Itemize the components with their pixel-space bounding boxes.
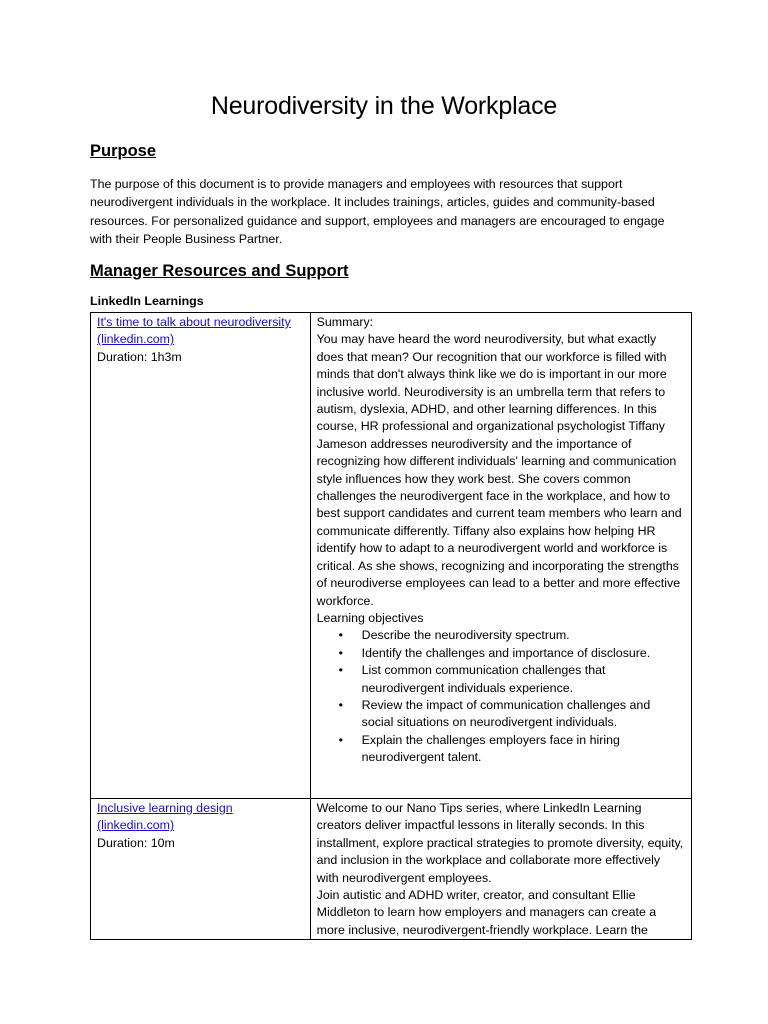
page-title: Neurodiversity in the Workplace xyxy=(210,92,558,120)
objectives-label: Learning objectives xyxy=(316,610,424,625)
course-duration: Duration: 1h3m xyxy=(97,349,182,364)
summary-label: Summary: xyxy=(316,315,374,329)
purpose-heading: Purpose xyxy=(90,142,157,160)
list-item: • Describe the neurodiversity spectrum. xyxy=(362,627,685,644)
course-info-cell xyxy=(91,313,311,799)
course-duration: Duration: 10m xyxy=(97,835,175,850)
purpose-paragraph: The purpose of this document is to provide managers and employees with resources that support neurodivergent individuals in the workplace. It includes trainings, articles, guides and community-based resources. For personalized guidance and support, employees and managers are encouraged to engage with their People Business Partner. xyxy=(90,177,665,246)
linkedin-learnings-heading: LinkedIn Learnings xyxy=(90,294,204,308)
course-link-inclusive-learning[interactable]: Inclusive learning design (linkedin.com) xyxy=(97,801,233,833)
manager-resources-heading: Manager Resources and Support xyxy=(90,262,349,280)
table-row xyxy=(91,313,692,799)
objectives-list xyxy=(317,627,685,766)
course-summary: You may have heard the word neurodiversity, but what exactly does that mean? Our recognition that our workforce is filled with minds that don't always think like we do is important in our more inclusive world. Neurodiversity is an umbrella term that refers to autism, dyslexia, ADHD, and other learning differences. In this course, HR professional and organizational psychologist Tiffany Jameson addresses neurodiversity and the importance of recognizing how different individuals' learning and communication style influences how they work best. She covers common challenges the neurodivergent face in the workplace, and how to best support candidates and current team members who learn and communicate differently. Tiffany also explains how helping HR identify how to adapt to a neurodivergent world and workforce is critical. As she shows, recognizing and incorporating the strengths of neurodiverse employees can lead to a better and more effective workforce. xyxy=(316,332,682,608)
course-info-cell xyxy=(91,799,311,940)
table-row xyxy=(91,799,692,940)
list-item: • Identify the challenges and importance of disclosure. xyxy=(362,645,685,662)
courses-table xyxy=(90,312,692,940)
list-item: • Review the impact of communication challenges and social situations on neurodivergent individuals. xyxy=(362,697,685,732)
course-summary-cell xyxy=(310,799,691,940)
list-item: • List common communication challenges that neurodivergent individuals experience. xyxy=(362,662,685,697)
course-summary-continued: Join autistic and ADHD writer, creator, and consultant Ellie Middleton to learn how employers and managers can create a more inclusive, neurodivergent-friendly workplace. Learn the xyxy=(316,888,657,937)
course-summary-cell xyxy=(310,313,691,799)
course-link-neurodiversity[interactable]: It's time to talk about neurodiversity (linkedin.com) xyxy=(97,315,291,347)
list-item: • Explain the challenges employers face in hiring neurodivergent talent. xyxy=(362,732,685,767)
course-summary: Welcome to our Nano Tips series, where LinkedIn Learning creators deliver impactful lessons in literally seconds. In this installment, explore practical strategies to promote diversity, equity, and inclusion in the workplace and collaborate more effectively with neurodivergent employees. xyxy=(316,801,684,885)
